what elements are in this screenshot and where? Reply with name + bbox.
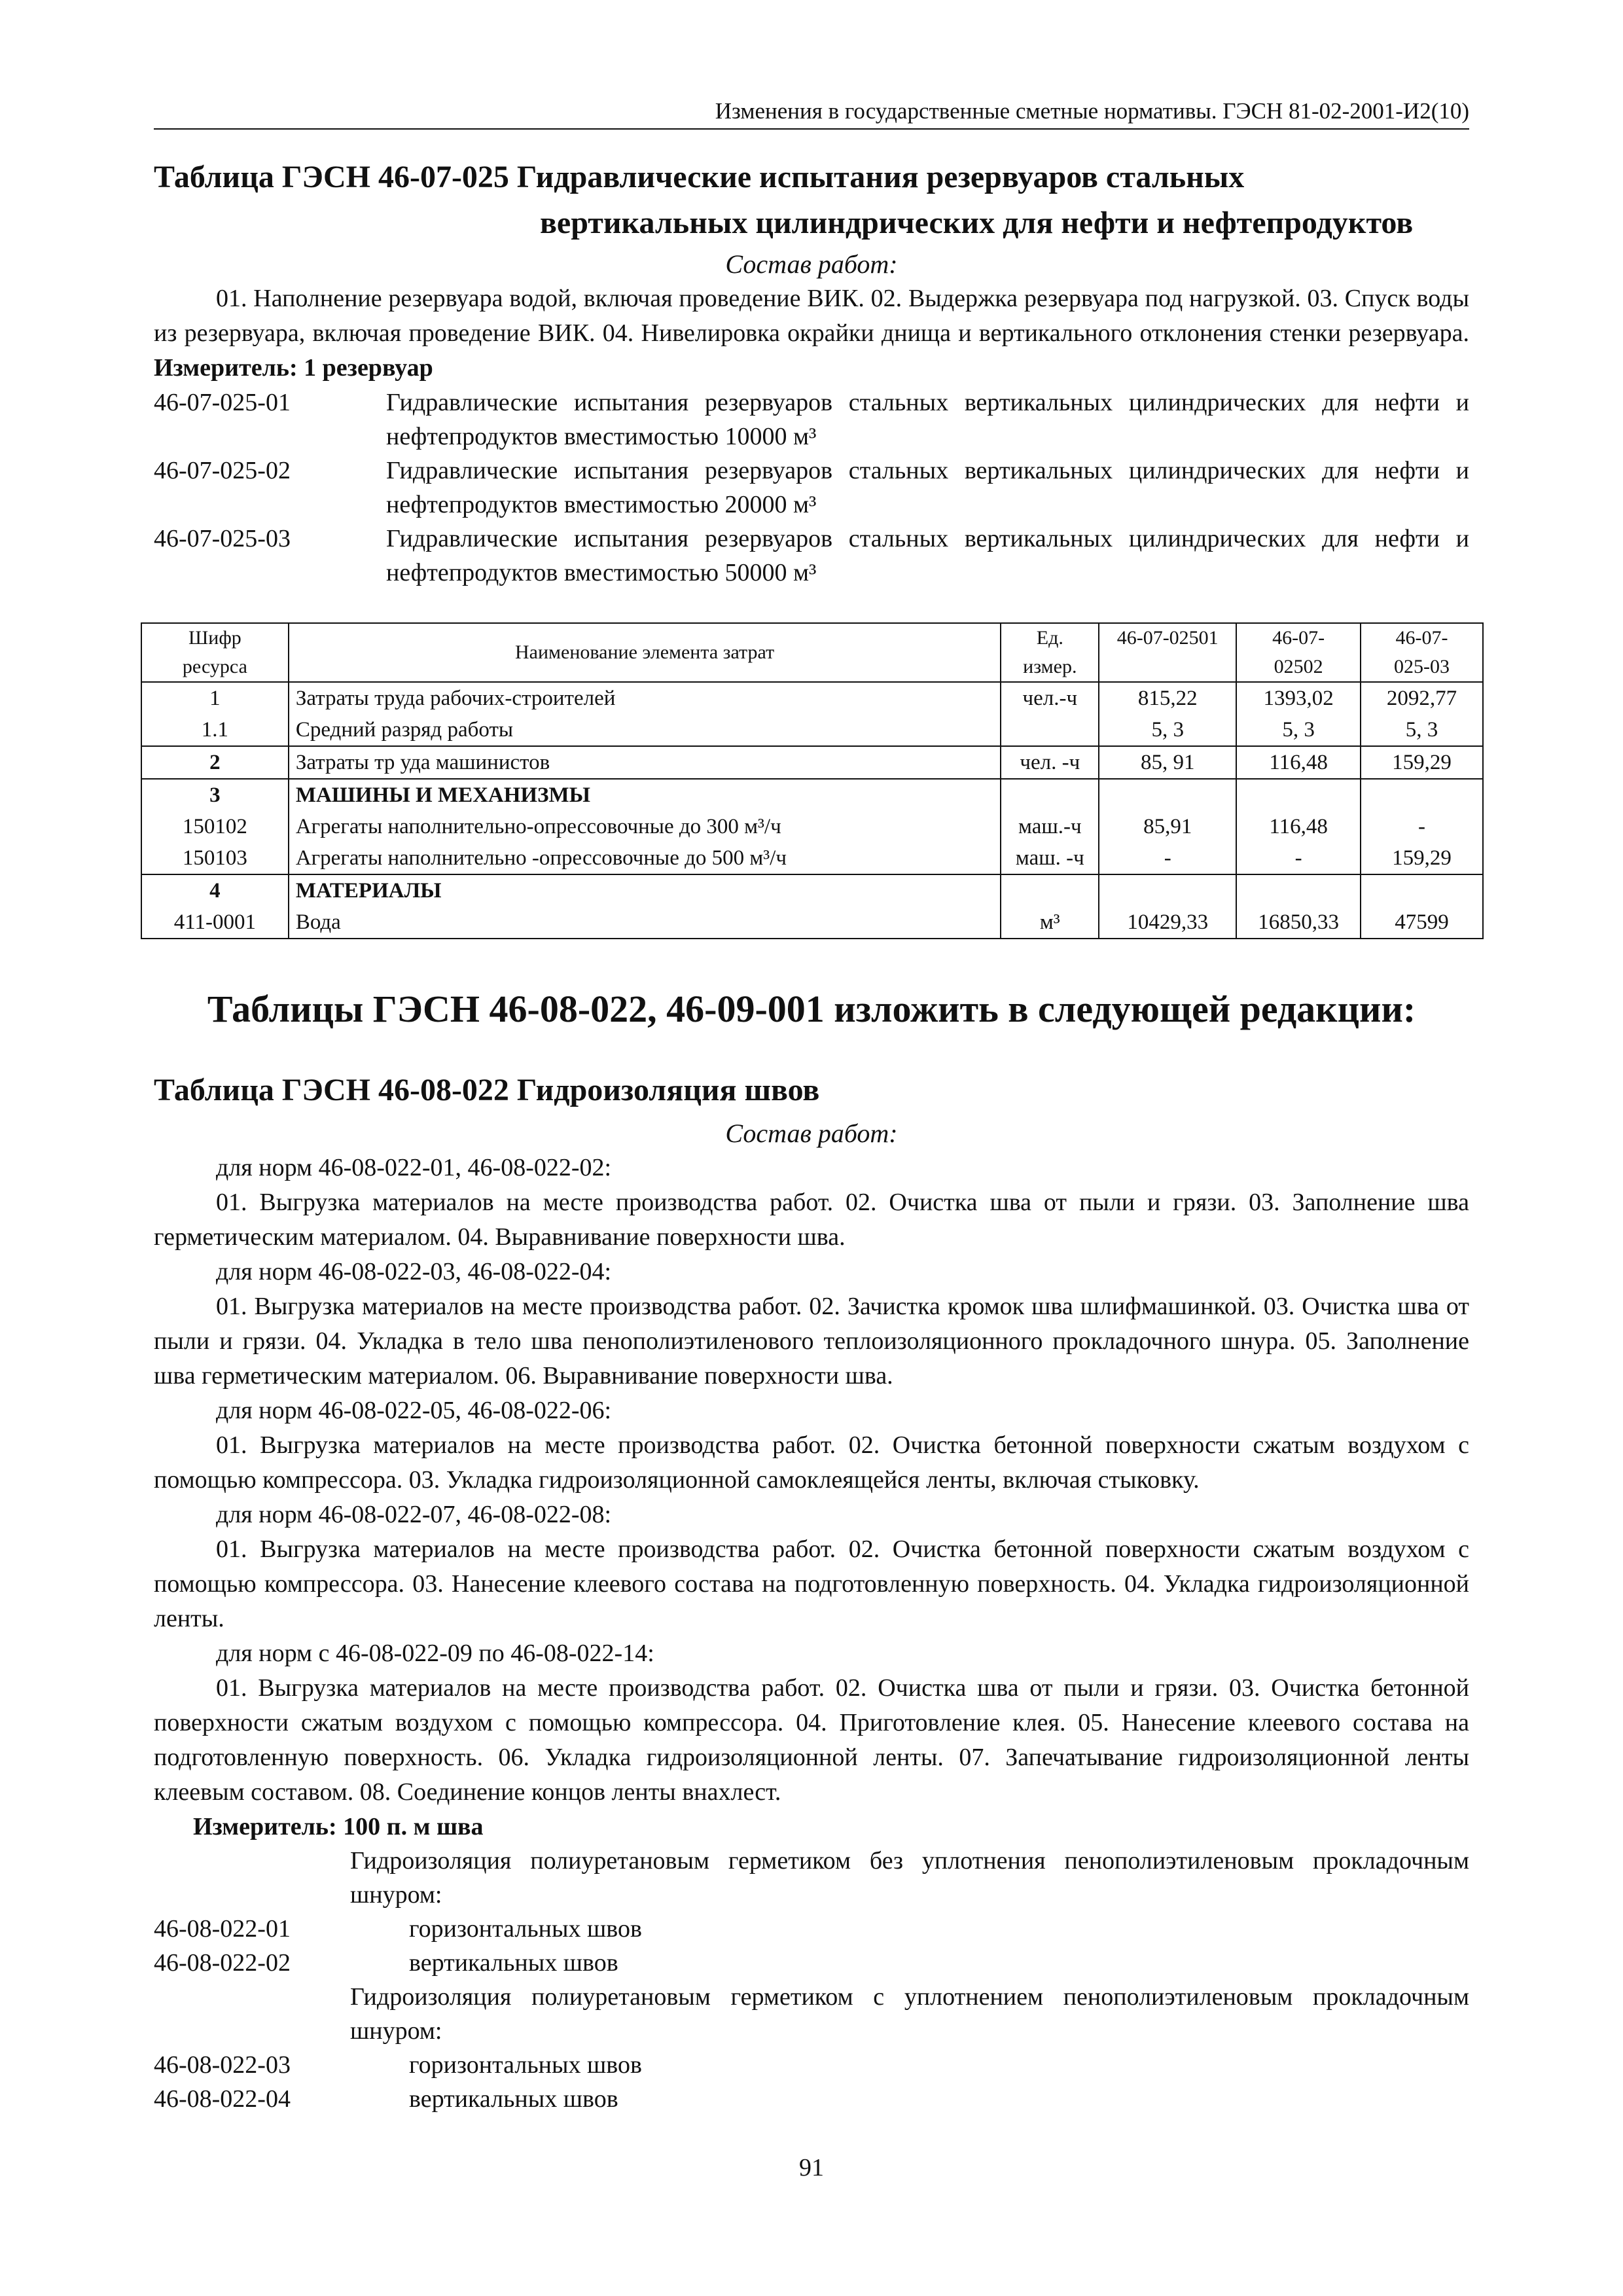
cell-unit: чел.-ч <box>1001 682 1099 746</box>
cell-code: 1 1.1 <box>141 682 289 746</box>
cell-name: Затраты труда рабочих-строителей Средний разряд работы <box>289 682 1001 746</box>
cell-value: 1393,02 5, 3 <box>1236 682 1361 746</box>
norm-item <box>154 1912 1469 1946</box>
measure-unit: Измеритель: 100 п. м шва <box>193 1813 484 1840</box>
group-text: 01. Выгрузка материалов на месте производства работ. 02. Очистка шва от пыли и грязи. 03. Заполнение шва герметическим материалом. 04. Выравнивание поверхности шва. <box>154 1189 1469 1251</box>
cell-value: 116,48 <box>1236 746 1361 779</box>
table-row <box>141 682 1483 746</box>
table2-title: Таблица ГЭСН 46-08-022 Гидроизоляция швов <box>154 1073 820 1107</box>
group-label: для норм 46-08-022-03, 46-08-022-04: <box>216 1258 612 1285</box>
work-composition-heading: Состав работ: <box>725 249 898 279</box>
norm-item <box>154 2082 1469 2116</box>
section-title: Таблицы ГЭСН 46-08-022, 46-09-001 изложить в следующей редакции: <box>207 988 1416 1030</box>
norm-list <box>154 386 1469 590</box>
work-composition-text <box>154 281 1469 386</box>
norm-code: 46-08-022-02 <box>154 1949 291 1977</box>
cell-value: 47599 <box>1361 874 1483 939</box>
header-col2: 46-07- 02502 <box>1236 623 1361 682</box>
table-row <box>141 874 1483 939</box>
cell-value: 85,91 - <box>1099 779 1236 874</box>
cell-name: МАТЕРИАЛЫ Вода <box>289 874 1001 939</box>
table1-title-line1: Таблица ГЭСН 46-07-025 Гидравлические испытания резервуаров стальных <box>154 160 1245 194</box>
norm-code: 46-07-025-02 <box>154 457 291 484</box>
work-composition-heading: Состав работ: <box>725 1119 898 1148</box>
cell-value: 16850,33 <box>1236 874 1361 939</box>
group-label: для норм с 46-08-022-09 по 46-08-022-14: <box>216 1640 654 1667</box>
norm-code: 46-08-022-04 <box>154 2085 291 2113</box>
norm-item <box>154 522 1469 590</box>
norm-text: вертикальных швов <box>409 2085 618 2113</box>
group-text: 01. Выгрузка материалов на месте производства работ. 02. Зачистка кромок шва шлифмашинкой. 03. Очистка шва от пыли и грязи. 04. Укладка в тело шва пенополиэтиленового теплоизоляционного прокладочного шнура. 05. Заполнение шва герметическим материалом. 06. Выравнивание поверхности шва. <box>154 1293 1469 1390</box>
cell-code: 4 411-0001 <box>141 874 289 939</box>
norm-text: горизонтальных швов <box>409 1915 642 1943</box>
norm-code: 46-08-022-03 <box>154 2051 291 2079</box>
cell-value: 159,29 <box>1361 746 1483 779</box>
cell-value: 116,48 - <box>1236 779 1361 874</box>
cell-value: - 159,29 <box>1361 779 1483 874</box>
group-text: 01. Выгрузка материалов на месте производства работ. 02. Очистка бетонной поверхности сжатым воздухом с помощью компрессора. 03. Укладка гидроизоляционной самоклеящейся ленты, включая стыковку. <box>154 1431 1469 1494</box>
cell-value: 2092,77 5, 3 <box>1361 682 1483 746</box>
norm-text: вертикальных швов <box>409 1949 618 1977</box>
table-row <box>141 746 1483 779</box>
norm-item <box>154 454 1469 522</box>
group-label: для норм 46-08-022-05, 46-08-022-06: <box>216 1397 612 1424</box>
table1-title <box>154 154 1469 246</box>
cell-code: 3 150102 150103 <box>141 779 289 874</box>
cell-name: Затраты тр уда машинистов <box>289 746 1001 779</box>
header-name: Наименование элемента затрат <box>289 623 1001 682</box>
table1-title-line2: вертикальных цилиндрических для нефти и нефтепродуктов <box>540 206 1414 240</box>
table2-description <box>154 1117 1469 2116</box>
running-header: Изменения в государственные сметные нормативы. ГЭСН 81-02-2001-И2(10) <box>154 97 1469 130</box>
group-label: для норм 46-08-022-07, 46-08-022-08: <box>216 1501 612 1528</box>
group-text: 01. Выгрузка материалов на месте производства работ. 02. Очистка шва от пыли и грязи. 03. Очистка бетонной поверхности сжатым воздухом с помощью компрессора. 04. Приготовление клея. 05. Нанесение клеевого состава на подготовленную поверхность. 06. Укладка гидроизоляционной ленты. 07. Запечатывание гидроизоляционной ленты клеевым составом. 08. Соединение концов ленты внахлест. <box>154 1674 1469 1806</box>
group-text: 01. Выгрузка материалов на месте производства работ. 02. Очистка бетонной поверхности сжатым воздухом с помощью компрессора. 03. Нанесение клеевого состава на подготовленную поверхность. 04. Укладка гидроизоляционной ленты. <box>154 1535 1469 1632</box>
cell-value: 10429,33 <box>1099 874 1236 939</box>
norm-item <box>154 1946 1469 1980</box>
table1-description <box>154 247 1469 590</box>
norm-item <box>154 2048 1469 2082</box>
norm-text: Гидравлические испытания резервуаров стальных вертикальных цилиндрических для нефти и нефтепродуктов вместимостью 50000 м³ <box>386 525 1469 586</box>
page-number: 91 <box>799 2154 824 2181</box>
norm-group-heading: Гидроизоляция полиуретановым герметиком без уплотнения пенополиэтиленовым прокладочным шнуром: <box>350 1847 1469 1909</box>
norm-text: горизонтальных швов <box>409 2051 642 2079</box>
norm-item <box>154 386 1469 454</box>
header-col1: 46-07-02501 <box>1099 623 1236 682</box>
header-code: Шифр ресурса <box>141 623 289 682</box>
resource-table <box>141 622 1484 939</box>
cell-unit: чел. -ч <box>1001 746 1099 779</box>
norm-code: 46-08-022-01 <box>154 1915 291 1943</box>
table-row <box>141 779 1483 874</box>
cell-value: 85, 91 <box>1099 746 1236 779</box>
header-col3: 46-07- 025-03 <box>1361 623 1483 682</box>
cell-name: МАШИНЫ И МЕХАНИЗМЫ Агрегаты наполнительно-опрессовочные до 300 м³/ч Агрегаты наполнительно -опрессовочные до 500 м³/ч <box>289 779 1001 874</box>
norm-text: Гидравлические испытания резервуаров стальных вертикальных цилиндрических для нефти и нефтепродуктов вместимостью 20000 м³ <box>386 457 1469 518</box>
norm-code: 46-07-025-01 <box>154 389 291 416</box>
norm-group-heading: Гидроизоляция полиуретановым герметиком с уплотнением пенополиэтиленовым прокладочным шнуром: <box>350 1983 1469 2045</box>
work-text: 01. Наполнение резервуара водой, включая проведение ВИК. 02. Выдержка резервуара под нагрузкой. 03. Спуск воды из резервуара, включая проведение ВИК. 04. Нивелировка окрайки днища и вертикального отклонения стенки резервуара. <box>154 285 1469 347</box>
group-label: для норм 46-08-022-01, 46-08-022-02: <box>216 1154 612 1181</box>
norm-text: Гидравлические испытания резервуаров стальных вертикальных цилиндрических для нефти и нефтепродуктов вместимостью 10000 м³ <box>386 389 1469 450</box>
cell-unit: м³ <box>1001 874 1099 939</box>
header-unit: Ед. измер. <box>1001 623 1099 682</box>
table-header-row <box>141 623 1483 682</box>
measure-unit: Измеритель: 1 резервуар <box>154 354 433 382</box>
cell-unit: маш.-ч маш. -ч <box>1001 779 1099 874</box>
cell-value: 815,22 5, 3 <box>1099 682 1236 746</box>
cell-code: 2 <box>141 746 289 779</box>
norm-code: 46-07-025-03 <box>154 525 291 552</box>
